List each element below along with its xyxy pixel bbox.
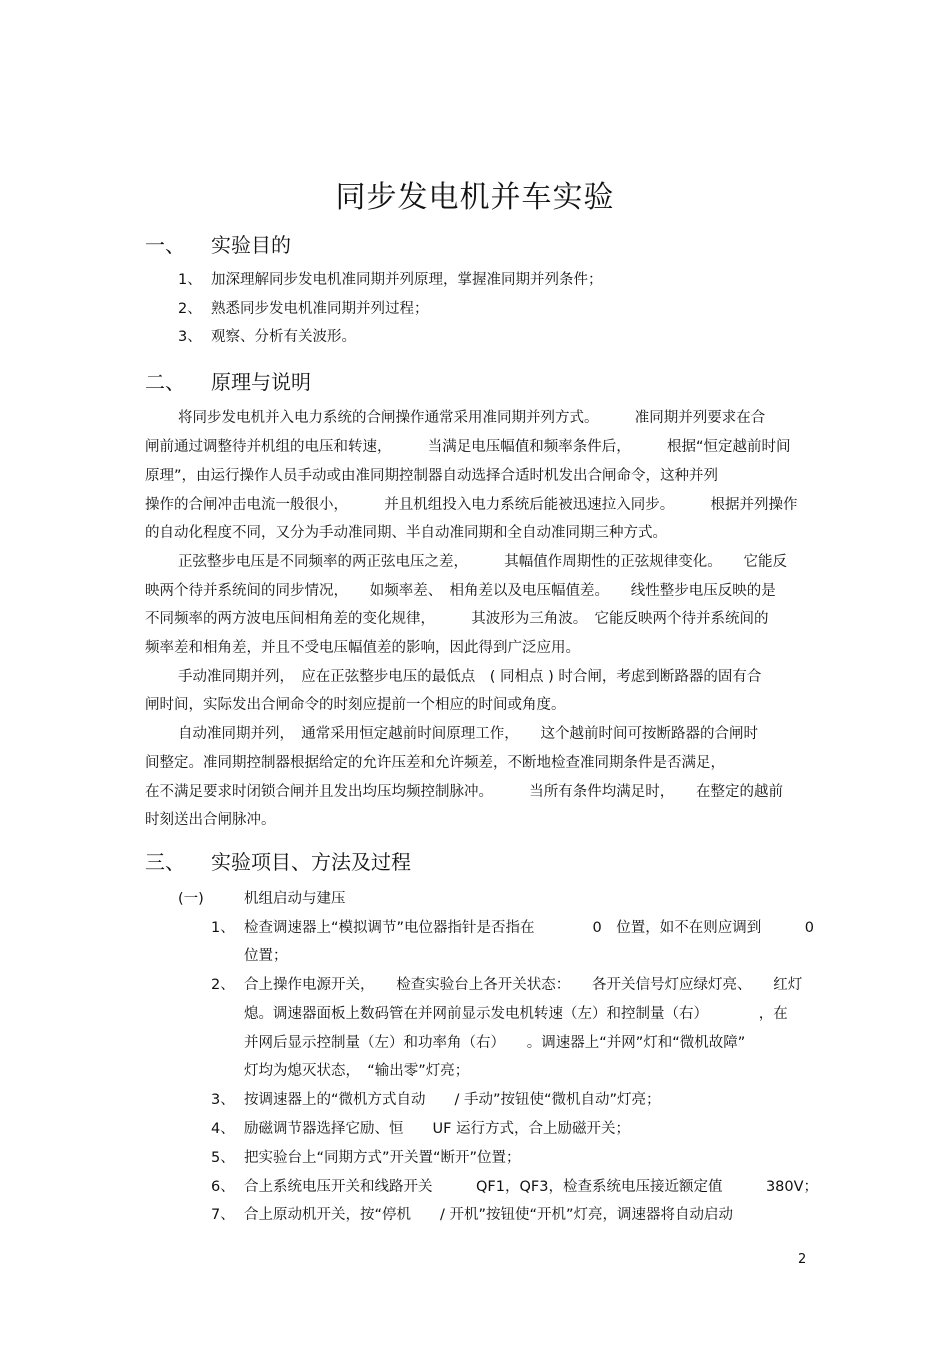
step-line: 合上操作电源开关， 检查实验台上各开关状态： 各开关信号灯应绿灯亮、 红灯 [244, 977, 803, 993]
page-number: 2 [798, 1252, 807, 1267]
body-line: 自动准同期并列， 通常采用恒定越前时间原理工作， 这个越前时间可按断路器的合闸时 [178, 726, 758, 742]
body-line: 频率差和相角差，并且不受电压幅值差的影响，因此得到广泛应用。 [145, 640, 580, 656]
body-line: 不同频率的两方波电压间相角差的变化规律， 其波形为三角波。 它能反映两个待并系统间的 [145, 611, 769, 627]
step-number: 7、 [211, 1207, 235, 1223]
list-item-number: 1、 [178, 272, 202, 288]
step-number: 5、 [211, 1150, 235, 1166]
list-item-number: 2、 [178, 301, 202, 317]
step-item [211, 973, 803, 994]
section-heading-2 [145, 366, 311, 395]
step-item [211, 1088, 661, 1109]
section-number: 一、 [145, 233, 185, 257]
section-number: 三、 [145, 850, 185, 874]
list-item-text: 熟悉同步发电机准同期并列过程； [211, 301, 429, 317]
body-line: 闸时间，实际发出合闸命令的时刻应提前一个相应的时间或角度。 [145, 697, 566, 713]
subsection-number: (一) [178, 891, 204, 907]
step-line: 励磁调节器选择它励、恒 UF 运行方式，合上励磁开关； [244, 1121, 631, 1137]
body-line: 时刻送出合闸脉冲。 [145, 812, 276, 828]
list-item-text: 观察、分析有关波形。 [211, 329, 356, 345]
body-line: 闸前通过调整待并机组的电压和转速， 当满足电压幅值和频率条件后， 根据“恒定越前时间 [145, 439, 791, 455]
step-item [211, 1175, 819, 1196]
step-line: 并网后显示控制量（左）和功率角（右） 。调速器上“并网”灯和“微机故障” [244, 1035, 746, 1051]
step-item [211, 1146, 521, 1167]
step-line: 灯均为熄灭状态， “输出零”灯亮； [244, 1063, 470, 1079]
step-number: 4、 [211, 1121, 235, 1137]
step-line: 位置； [244, 948, 288, 964]
step-line: 熄。调速器面板上数码管在并网前显示发电机转速（左）和控制量（右） ，在 [244, 1006, 788, 1022]
step-item [211, 916, 814, 937]
step-line: 把实验台上“同期方式”开关置“断开”位置； [244, 1150, 521, 1166]
section-number: 二、 [145, 370, 185, 394]
step-line: 检查调速器上“模拟调节”电位器指针是否指在 0 位置，如不在则应调到 0 [244, 920, 814, 936]
step-line: 合上原动机开关，按“停机 / 开机”按钮使“开机”灯亮，调速器将自动启动 [244, 1207, 734, 1223]
section-heading-3 [145, 846, 411, 875]
subsection-title: 机组启动与建压 [244, 891, 346, 907]
subsection-heading [178, 887, 346, 908]
document-title: 同步发电机并车实验 [335, 180, 615, 215]
body-line: 手动准同期并列， 应在正弦整步电压的最低点 ( 同相点 ) 时合闸，考虑到断路器的固有合 [178, 669, 762, 685]
section-heading-1 [145, 229, 291, 258]
step-line: 按调速器上的“微机方式自动 / 手动”按钮使“微机自动”灯亮； [244, 1092, 661, 1108]
body-line: 将同步发电机并入电力系统的合闸操作通常采用准同期并列方式。 准同期并列要求在合 [178, 410, 766, 426]
body-line: 原理”，由运行操作人员手动或由准同期控制器自动选择合适时机发出合闸命令，这种并列 [145, 468, 719, 484]
body-line: 在不满足要求时闭锁合闸并且发出均压均频控制脉冲。 当所有条件均满足时， 在整定的越前 [145, 784, 783, 800]
step-number: 3、 [211, 1092, 235, 1108]
section-title: 实验项目、方法及过程 [211, 850, 411, 874]
step-line: 合上系统电压开关和线路开关 QF1，QF3，检查系统电压接近额定值 380V； [244, 1179, 819, 1195]
body-line: 正弦整步电压是不同频率的两正弦电压之差， 其幅值作周期性的正弦规律变化。 它能反 [178, 554, 787, 570]
body-line: 的自动化程度不同，又分为手动准同期、半自动准同期和全自动准同期三种方式。 [145, 525, 667, 541]
section-title: 实验目的 [211, 233, 291, 257]
body-line: 间整定。准同期控制器根据给定的允许压差和允许频差，不断地检查准同期条件是否满足， [145, 755, 725, 771]
list-item-text: 加深理解同步发电机准同期并列原理，掌握准同期并列条件； [211, 272, 603, 288]
step-number: 6、 [211, 1179, 235, 1195]
step-number: 2、 [211, 977, 235, 993]
body-line: 操作的合闸冲击电流一般很小， 并且机组投入电力系统后能被迅速拉入同步。 根据并列操作 [145, 497, 798, 513]
step-item [211, 1117, 631, 1138]
section-title: 原理与说明 [211, 370, 311, 394]
step-number: 1、 [211, 920, 235, 936]
body-line: 映两个待并系统间的同步情况， 如频率差、 相角差以及电压幅值差。 线性整步电压反映的是 [145, 583, 776, 599]
step-item [211, 1203, 734, 1224]
list-item-number: 3、 [178, 329, 202, 345]
